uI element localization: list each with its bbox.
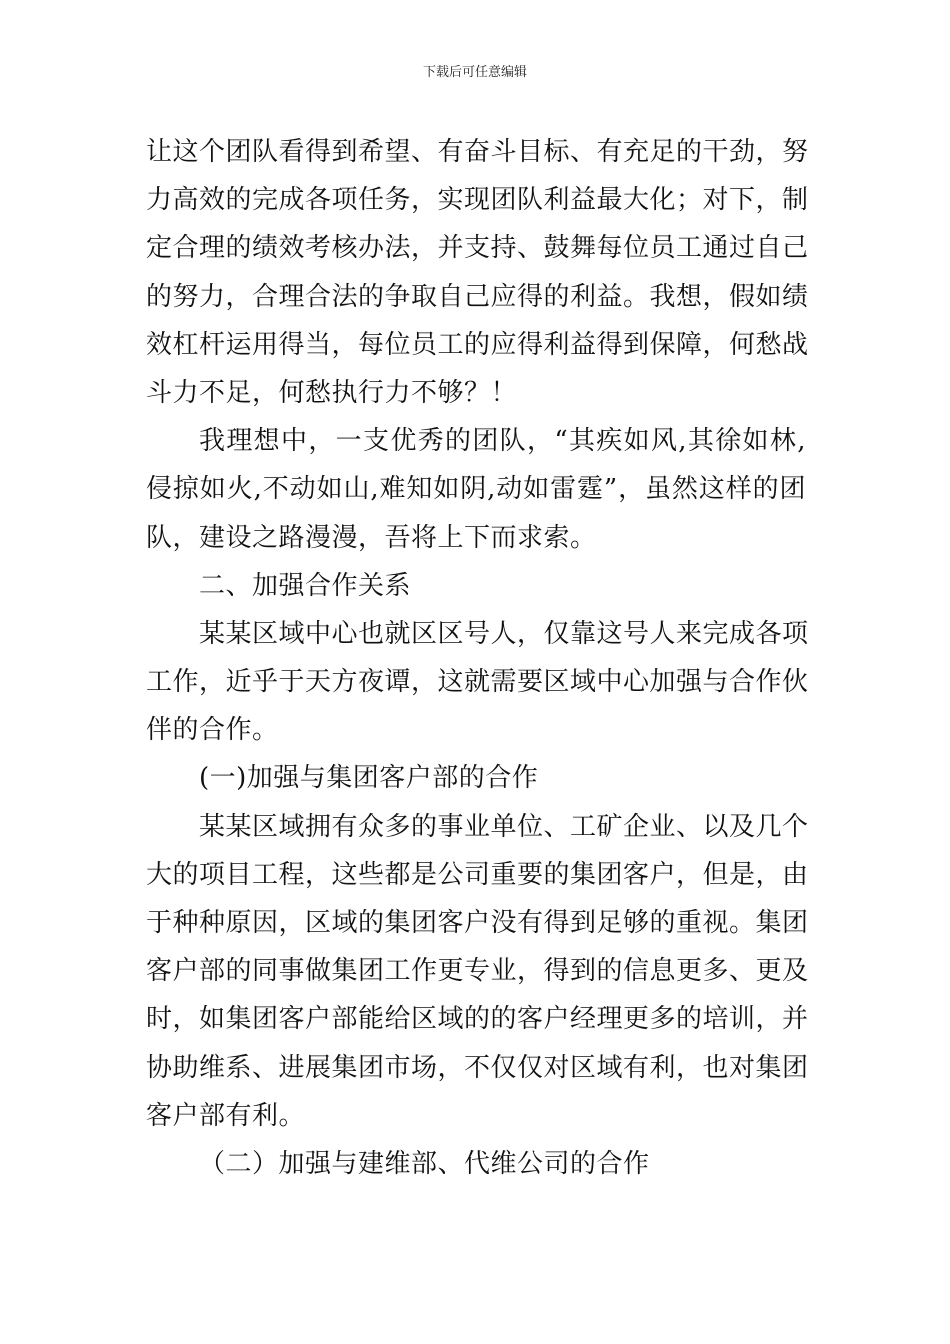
text-line: 侵掠如火,不动如山,难知如阴,动如雷霆”，虽然这样的团 bbox=[146, 474, 806, 505]
text-line: 于种种原因，区域的集团客户没有得到足够的重视。集团 bbox=[146, 908, 809, 938]
text-line: 客户部的同事做集团工作更专业，得到的信息更多、更及 bbox=[146, 956, 809, 987]
text-line: 我理想中，一支优秀的团队，“其疾如风,其徐如林, bbox=[199, 426, 806, 457]
section-heading: 二、加强合作关系 bbox=[199, 570, 412, 601]
text-line: 大的项目工程，这些都是公司重要的集团客户，但是，由 bbox=[146, 859, 809, 890]
text-line: 效杠杆运用得当，每位员工的应得利益得到保障，何愁战 bbox=[146, 329, 809, 360]
subsection-heading: （二）加强与建维部、代维公司的合作 bbox=[199, 1148, 650, 1179]
text-line: 时，如集团客户部能给区域的的客户经理更多的培训，并 bbox=[146, 1004, 809, 1035]
subsection-heading: (一)加强与集团客户部的合作 bbox=[199, 763, 539, 794]
text-line: 力高效的完成各项任务，实现团队利益最大化；对下，制 bbox=[146, 185, 809, 216]
text-line: 某某区域中心也就区区号人，仅靠这号人来完成各项 bbox=[199, 618, 809, 649]
text-line: 协助维系、进展集团市场，不仅仅对区域有利，也对集团 bbox=[146, 1052, 809, 1083]
text-line: 让这个团队看得到希望、有奋斗目标、有充足的干劲，努 bbox=[146, 137, 809, 167]
text-line: 定合理的绩效考核办法，并支持、鼓舞每位员工通过自己 bbox=[146, 233, 809, 264]
text-line: 的努力，合理合法的争取自己应得的利益。我想，假如绩 bbox=[146, 281, 809, 312]
text-line: 客户部有利。 bbox=[146, 1100, 306, 1131]
page-header: 下载后可任意编辑 bbox=[422, 65, 527, 80]
text-line: 伴的合作。 bbox=[146, 715, 279, 746]
document-body bbox=[146, 128, 809, 1188]
text-line: 工作，近乎于天方夜谭，这就需要区域中心加强与合作伙 bbox=[146, 667, 809, 698]
text-line: 某某区域拥有众多的事业单位、工矿企业、以及几个 bbox=[199, 811, 809, 842]
text-line: 队，建设之路漫漫，吾将上下而求索。 bbox=[146, 522, 597, 553]
text-line: 斗力不足，何愁执行力不够？！ bbox=[146, 377, 518, 408]
